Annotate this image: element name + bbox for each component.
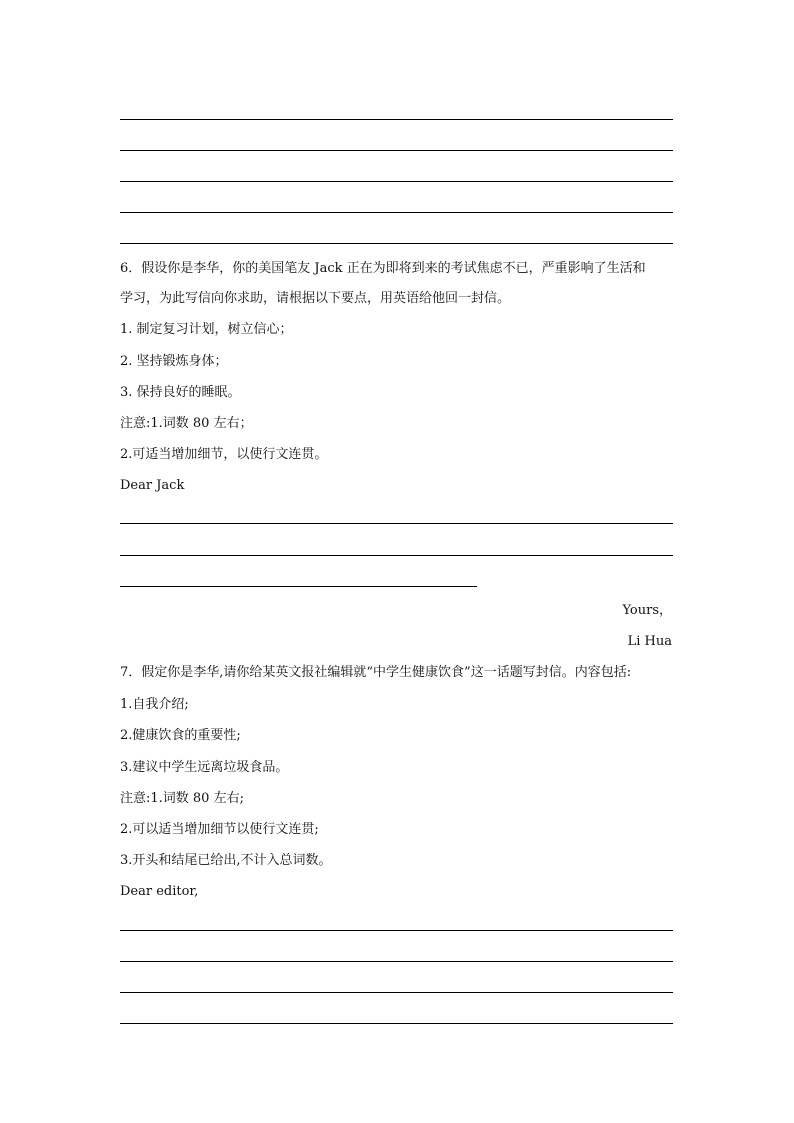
q6-signature: Li Hua xyxy=(627,634,672,649)
writing-line xyxy=(120,1023,673,1024)
writing-line xyxy=(120,243,673,244)
q6-note: 2.可适当增加细节，以使行文连贯。 xyxy=(120,447,328,462)
q6-intro-line1: 6．假设你是李华，你的美国笔友 Jack 正在为即将到来的考试焦虑不已，严重影响了生活和 xyxy=(120,261,646,276)
q7-intro: 7．假定你是李华,请你给某英文报社编辑就“中学生健康饮食”这一话题写封信。内容包括: xyxy=(120,665,632,680)
writing-line xyxy=(120,930,673,931)
writing-line xyxy=(120,961,673,962)
q7-note: 2.可以适当增加细节以使行文连贯; xyxy=(120,822,319,837)
q7-note: 3.开头和结尾已给出,不计入总词数。 xyxy=(120,853,332,868)
writing-line xyxy=(120,555,673,556)
writing-line xyxy=(120,212,673,213)
q7-note: 注意:1.词数 80 左右; xyxy=(120,791,244,806)
q7-point: 1.自我介绍; xyxy=(120,697,189,712)
writing-line xyxy=(120,150,673,151)
q6-salutation: Dear Jack xyxy=(120,478,185,493)
q6-intro-line2: 学习，为此写信向你求助，请根据以下要点，用英语给他回一封信。 xyxy=(120,291,511,306)
writing-line xyxy=(120,523,673,524)
writing-line xyxy=(120,181,673,182)
q6-point: 3. 保持良好的睡眠。 xyxy=(120,385,241,400)
q6-point: 1. 制定复习计划，树立信心； xyxy=(120,322,293,337)
writing-line xyxy=(120,586,477,587)
q6-closing: Yours， xyxy=(622,603,672,618)
writing-line xyxy=(120,992,673,993)
q7-point: 2.健康饮食的重要性; xyxy=(120,728,241,743)
q7-salutation: Dear editor, xyxy=(120,884,199,899)
q7-point: 3.建议中学生远离垃圾食品。 xyxy=(120,760,289,775)
q6-note: 注意:1.词数 80 左右； xyxy=(120,416,253,431)
q6-point: 2. 坚持锻炼身体； xyxy=(120,354,228,369)
writing-line xyxy=(120,119,673,120)
